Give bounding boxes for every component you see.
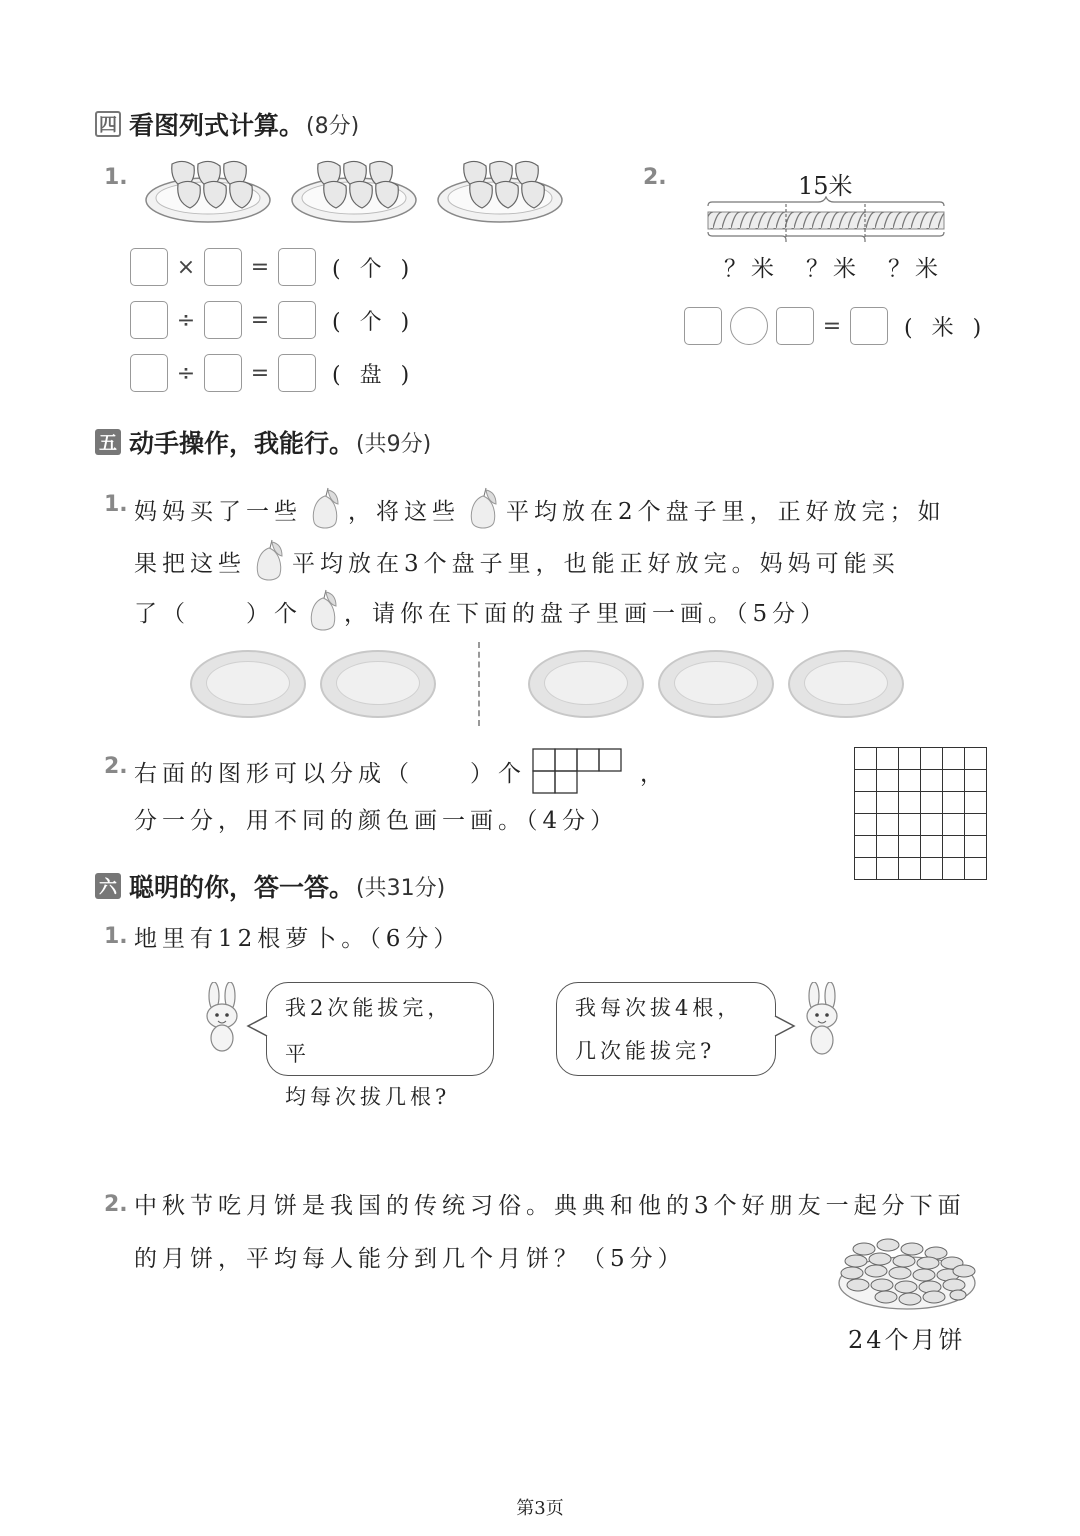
equation-row [684,307,987,345]
section-5-title [95,424,431,460]
page-number: 第3页 [516,1498,564,1519]
question-number: 2. [643,165,667,190]
pear-icon [306,588,340,634]
question-text-line: 分一分，用不同的颜色画一画。（4分） [134,808,619,834]
operator-circle[interactable] [730,307,768,345]
answer-box[interactable] [278,301,316,339]
answer-box[interactable] [850,307,888,345]
rope-part-labels [724,250,942,283]
empty-plate[interactable] [320,650,436,718]
section-4-title [95,106,359,142]
text: 果把这些 [134,550,246,577]
bubble-text: 我2次能拔完，平 [285,996,453,1066]
equals-sign: = [250,307,270,333]
answer-box[interactable] [278,354,316,392]
question-number: 2. [104,754,128,779]
pear-icon [466,486,500,532]
section-badge: 五 [95,429,121,455]
speech-bubble-left [266,982,494,1109]
bubble-text: 均每次拔几根? [285,1085,451,1109]
equals-sign: = [250,360,270,386]
rope-part-label: ？米 [806,256,860,282]
unit-label: ( 个 ) [332,256,416,282]
strawberry-plate-icon [438,161,562,222]
question-text-line [134,486,946,532]
bubble-tail [246,1014,268,1038]
question-text-line [134,538,900,584]
strawberry-plates-image [140,150,570,226]
rope-part-label: ？米 [724,256,778,282]
plate-group-three [528,650,904,718]
question-number: 1. [104,492,128,517]
section-heading: 聪明的你，答一答。 [129,873,355,902]
text: ，将这些 [348,498,460,525]
answer-box[interactable] [130,354,168,392]
pear-icon [308,486,342,532]
unit-label: ( 盘 ) [332,362,416,388]
divide-sign: ÷ [176,307,196,333]
answer-box[interactable] [130,248,168,286]
equals-sign: = [250,254,270,280]
question-text-line: 中秋节吃月饼是我国的传统习俗。典典和他的3个好朋友一起分下面 [134,1193,966,1219]
text: 平均放在3个盘子里，也能正好放完。妈妈可能买 [292,550,900,577]
answer-box[interactable] [204,301,242,339]
rabbit-icon [200,982,246,1054]
text: 妈妈买了一些 [134,498,302,525]
question-text: 地里有12根萝卜。（6分） [134,926,462,952]
empty-plate[interactable] [190,650,306,718]
answer-box[interactable] [684,307,722,345]
answer-box[interactable] [776,307,814,345]
bubble-text: 几次能拔完? [575,1039,716,1063]
strawberry-plate-icon [146,161,270,222]
answer-blank-text[interactable]: 了（ ）个 [134,600,302,627]
section-score: (共31分) [356,875,446,901]
text: ， [640,760,668,787]
strawberry-plate-icon [292,161,416,222]
answer-box[interactable] [130,301,168,339]
dashed-divider [478,642,480,726]
answer-box[interactable] [204,354,242,392]
section-badge: 六 [95,873,121,899]
divide-sign: ÷ [176,360,196,386]
rabbit-icon [798,982,844,1058]
l-shape-figure-icon [532,748,624,794]
question-number: 2. [104,1192,128,1217]
question-text-line: 的月饼，平均每人能分到几个月饼？（5分） [134,1246,686,1272]
text: ，请你在下面的盘子里画一画。（5分） [344,600,829,627]
equation-row [130,248,415,286]
speech-bubble-right [556,982,776,1076]
multiply-sign: × [176,254,196,280]
rope-total-label: 15米 [798,172,853,200]
section-heading: 动手操作，我能行。 [129,429,355,458]
empty-plate[interactable] [788,650,904,718]
equals-sign: = [822,313,842,339]
empty-plate[interactable] [528,650,644,718]
six-by-six-grid[interactable] [854,747,987,880]
equation-row [130,354,415,392]
section-score: (共9分) [356,431,432,457]
section-score: (8分) [306,113,360,139]
section-6-title [95,868,445,904]
answer-blank-text[interactable]: 右面的图形可以分成（ ）个 [134,760,526,787]
question-number: 1. [104,924,128,949]
question-number: 1. [104,165,128,190]
answer-box[interactable] [278,248,316,286]
text: 平均放在2个盘子里，正好放完；如 [506,498,946,525]
rope-diagram [704,196,948,244]
bubble-text: 我每次拔4根， [575,996,743,1020]
bubble-tail [774,1014,796,1038]
section-badge: 四 [95,111,121,137]
mooncake-caption: 24个月饼 [848,1326,966,1354]
question-text-line [134,588,828,634]
pear-icon [252,538,286,584]
equation-row [130,301,415,339]
question-text-line [134,748,668,794]
equation-list [130,248,415,392]
plate-group-two [190,650,436,718]
answer-box[interactable] [204,248,242,286]
rope-part-label: ？米 [888,256,942,282]
unit-label: ( 个 ) [332,309,416,335]
section-heading: 看图列式计算。 [129,111,305,140]
mooncake-plate-image [836,1235,978,1311]
unit-label: ( 米 ) [904,315,988,341]
empty-plate[interactable] [658,650,774,718]
